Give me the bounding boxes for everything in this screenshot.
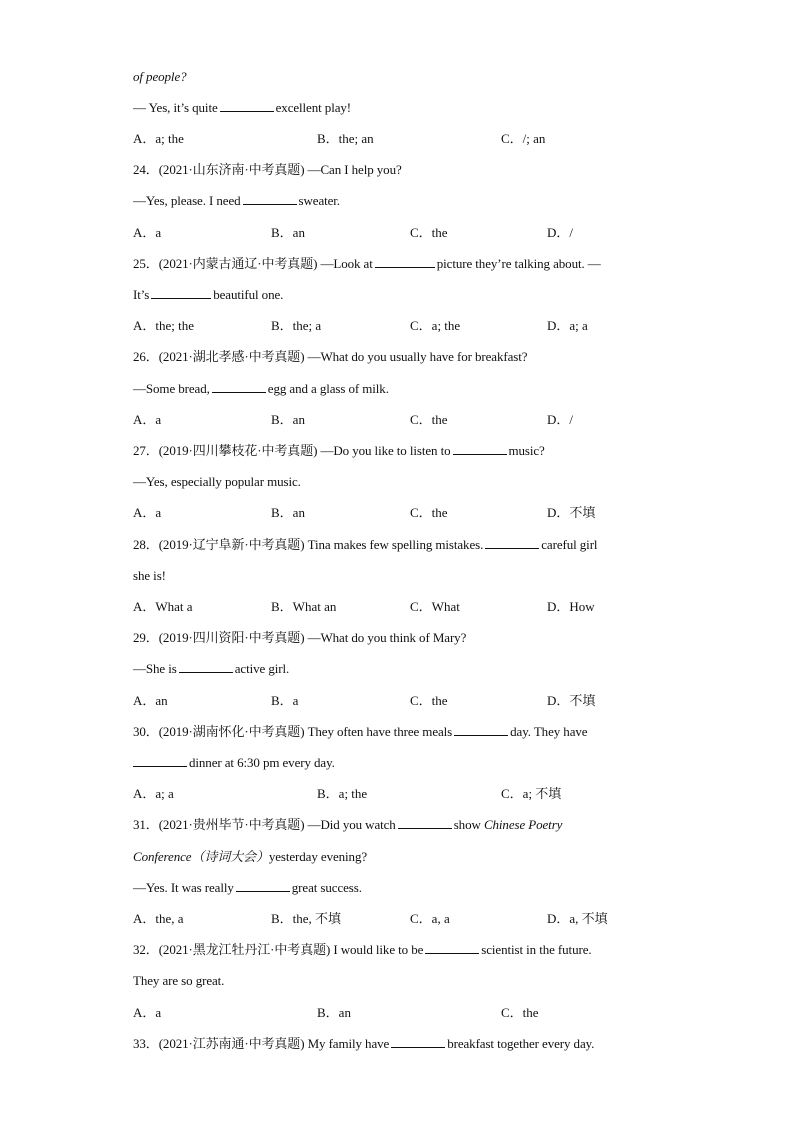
text-fragment: great success. bbox=[291, 880, 362, 895]
answer-blank bbox=[375, 256, 435, 268]
option-a: A．a bbox=[133, 412, 162, 427]
option-a: A．What a bbox=[133, 599, 193, 614]
text-line bbox=[133, 568, 166, 584]
option-c: C．the bbox=[410, 693, 448, 708]
question-stem: 27．(2019·四川攀枝花·中考真题) —Do you like to listen to bbox=[133, 443, 451, 458]
option-c: C．the bbox=[410, 505, 448, 520]
option-a: A．a bbox=[133, 1005, 162, 1020]
question-stem: 24．(2021·山东济南·中考真题) —Can I help you? bbox=[133, 162, 402, 177]
option-a: A．a bbox=[133, 505, 162, 520]
text-fragment: —Yes, please. I need bbox=[133, 193, 241, 208]
option-b: B．an bbox=[317, 1005, 351, 1020]
question-stem: 28．(2019·辽宁阜新·中考真题) Tina makes few spelling mistakes. bbox=[133, 537, 484, 552]
answer-blank bbox=[236, 880, 290, 892]
text-line bbox=[133, 880, 362, 896]
question-30 bbox=[133, 724, 587, 740]
option-a: A．a; the bbox=[133, 131, 184, 146]
option-c: C．What bbox=[410, 599, 460, 614]
option-d: D．a, 不填 bbox=[547, 911, 608, 926]
question-33 bbox=[133, 1036, 594, 1052]
option-d: D．/ bbox=[547, 412, 574, 427]
option-c: C．the bbox=[501, 1005, 539, 1020]
option-b: B．the, 不填 bbox=[271, 911, 342, 926]
answer-blank bbox=[454, 724, 508, 736]
question-32 bbox=[133, 942, 592, 958]
text-fragment: day. They have bbox=[510, 724, 588, 739]
text-fragment: — Yes, it’s quite bbox=[133, 100, 218, 115]
answer-blank bbox=[391, 1036, 445, 1048]
option-c: C．the bbox=[410, 225, 448, 240]
option-c: C．the bbox=[410, 412, 448, 427]
text-line bbox=[133, 193, 340, 209]
text-fragment: of people? bbox=[133, 69, 187, 84]
text-fragment: active girl. bbox=[234, 661, 290, 676]
option-a: A．an bbox=[133, 693, 168, 708]
question-31 bbox=[133, 817, 562, 833]
option-b: B．a bbox=[271, 693, 299, 708]
option-d: D．a; a bbox=[547, 318, 588, 333]
text-line bbox=[133, 474, 301, 490]
answer-blank bbox=[453, 443, 507, 455]
answer-blank bbox=[398, 817, 452, 829]
option-a: A．a; a bbox=[133, 786, 174, 801]
option-c: C．a; 不填 bbox=[501, 786, 562, 801]
text-fragment: careful girl bbox=[541, 537, 598, 552]
answer-blank bbox=[425, 942, 479, 954]
question-24 bbox=[133, 162, 402, 178]
text-fragment: —Yes, especially popular music. bbox=[133, 474, 301, 489]
option-b: B．a; the bbox=[317, 786, 368, 801]
option-b: B．the; a bbox=[271, 318, 322, 333]
answer-blank bbox=[220, 100, 274, 112]
question-stem: 30．(2019·湖南怀化·中考真题) They often have three meals bbox=[133, 724, 453, 739]
text-fragment: beautiful one. bbox=[213, 287, 284, 302]
option-b: B．an bbox=[271, 412, 305, 427]
option-d: D．不填 bbox=[547, 505, 596, 520]
option-a: A．the, a bbox=[133, 911, 184, 926]
question-26 bbox=[133, 349, 527, 365]
text-fragment: Conference（诗词大会） bbox=[133, 849, 269, 864]
text-line bbox=[133, 69, 187, 85]
option-c: C．a; the bbox=[410, 318, 461, 333]
question-stem: 32．(2021·黑龙江牡丹江·中考真题) I would like to be bbox=[133, 942, 424, 957]
text-fragment: music? bbox=[508, 443, 545, 458]
text-line bbox=[133, 849, 367, 865]
text-line bbox=[133, 381, 389, 397]
text-fragment: scientist in the future. bbox=[481, 942, 592, 957]
option-a: A．the; the bbox=[133, 318, 195, 333]
question-28 bbox=[133, 537, 597, 553]
answer-blank bbox=[243, 193, 297, 205]
question-27 bbox=[133, 443, 545, 459]
option-b: B．the; an bbox=[317, 131, 374, 146]
question-stem: 25．(2021·内蒙古通辽·中考真题) —Look at bbox=[133, 256, 373, 271]
text-fragment: sweater. bbox=[298, 193, 340, 208]
question-29 bbox=[133, 630, 466, 646]
question-stem: 33．(2021·江苏南通·中考真题) My family have bbox=[133, 1036, 390, 1051]
text-fragment: —She is bbox=[133, 661, 177, 676]
option-b: B．an bbox=[271, 505, 305, 520]
question-stem: 26．(2021·湖北孝感·中考真题) —What do you usually have for breakfast? bbox=[133, 349, 528, 364]
answer-blank bbox=[212, 381, 266, 393]
option-d: D．不填 bbox=[547, 693, 596, 708]
text-line bbox=[133, 100, 351, 116]
text-fragment: excellent play! bbox=[275, 100, 352, 115]
text-fragment: They are so great. bbox=[133, 973, 225, 988]
text-fragment: dinner at 6:30 pm every day. bbox=[189, 755, 335, 770]
text-fragment: breakfast together every day. bbox=[447, 1036, 595, 1051]
option-b: B．an bbox=[271, 225, 305, 240]
option-c: C．a, a bbox=[410, 911, 450, 926]
text-line bbox=[133, 973, 224, 989]
text-fragment: show bbox=[453, 817, 481, 832]
text-fragment: yesterday evening? bbox=[268, 849, 368, 864]
question-stem: 31．(2021·贵州毕节·中考真题) —Did you watch bbox=[133, 817, 396, 832]
answer-blank bbox=[151, 287, 211, 299]
option-b: B．What an bbox=[271, 599, 337, 614]
text-fragment: —Some bread, bbox=[133, 381, 210, 396]
text-fragment: —Yes. It was really bbox=[133, 880, 234, 895]
answer-blank bbox=[485, 537, 539, 549]
option-d: D．How bbox=[547, 599, 595, 614]
text-line bbox=[133, 287, 283, 303]
text-fragment: egg and a glass of milk. bbox=[267, 381, 389, 396]
option-d: D．/ bbox=[547, 225, 574, 240]
text-fragment: she is! bbox=[133, 568, 166, 583]
question-stem: 29．(2019·四川资阳·中考真题) —What do you think of Mary? bbox=[133, 630, 467, 645]
question-25 bbox=[133, 256, 601, 272]
answer-blank bbox=[133, 755, 187, 767]
text-fragment: It’s bbox=[133, 287, 150, 302]
answer-blank bbox=[179, 661, 233, 673]
option-a: A．a bbox=[133, 225, 162, 240]
option-c: C．/; an bbox=[501, 131, 546, 146]
text-line bbox=[133, 661, 289, 677]
text-line bbox=[133, 755, 335, 771]
text-fragment: Chinese Poetry bbox=[483, 817, 563, 832]
text-fragment: picture they’re talking about. — bbox=[436, 256, 601, 271]
